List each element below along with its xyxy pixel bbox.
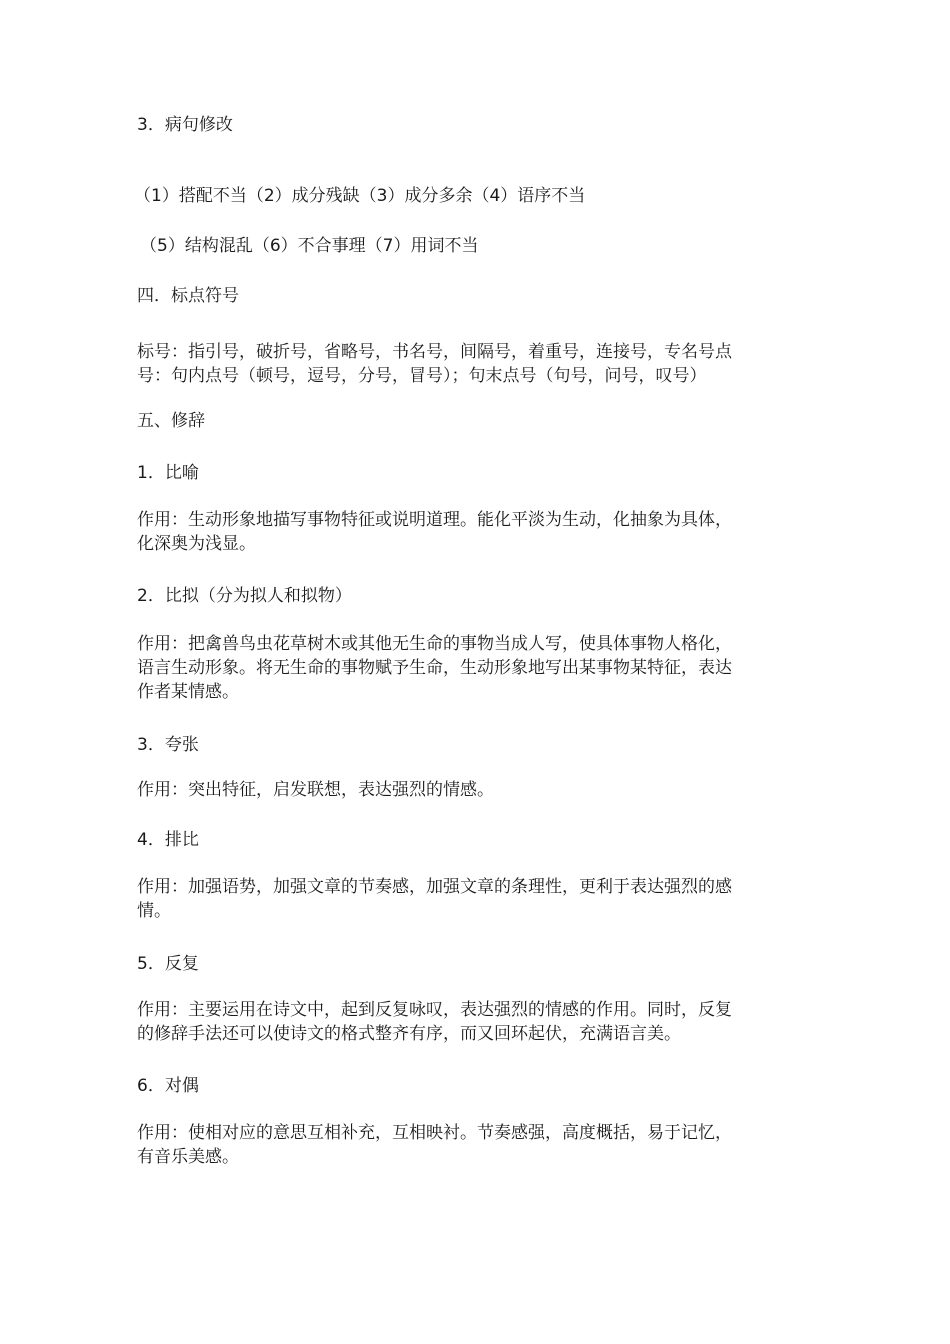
punctuation-body-line-1: 标号：指引号，破折号，省略号，书名号，间隔号，着重号，连接号，专名号点 bbox=[137, 342, 732, 362]
rhetoric-body-antithesis bbox=[137, 1121, 817, 1169]
section-heading-rhetoric: 五、修辞 bbox=[137, 411, 205, 431]
rhetoric-body-repetition-line-2: 的修辞手法还可以使诗文的格式整齐有序，而又回环起伏，充满语言美。 bbox=[137, 1024, 681, 1044]
rhetoric-body-parallelism-line-1: 作用：加强语势，加强文章的节奏感，加强文章的条理性，更利于表达强烈的感 bbox=[137, 877, 732, 897]
punctuation-body-line-2: 号：句内点号（顿号，逗号，分号，冒号）；句末点号（句号，问号，叹号） bbox=[137, 366, 707, 386]
rhetoric-body-antithesis-line-1: 作用：使相对应的意思互相补充，互相映衬。节奏感强，高度概括，易于记忆， bbox=[137, 1123, 732, 1143]
rhetoric-heading-parallelism: 4．排比 bbox=[137, 830, 199, 850]
error-types-list-line-2: （5）结构混乱（6）不合事理（7）用词不当 bbox=[140, 236, 479, 256]
rhetoric-body-hyperbole bbox=[137, 778, 817, 802]
rhetoric-body-repetition bbox=[137, 998, 817, 1046]
rhetoric-body-metaphor-line-2: 化深奥为浅显。 bbox=[137, 534, 256, 554]
rhetoric-heading-hyperbole: 3．夸张 bbox=[137, 735, 199, 755]
error-types-list-line-1: （1）搭配不当（2）成分残缺（3）成分多余（4）语序不当 bbox=[134, 186, 586, 206]
rhetoric-body-personification-line-2: 语言生动形象。将无生命的事物赋予生命，生动形象地写出某事物某特征，表达 bbox=[137, 658, 732, 678]
rhetoric-heading-antithesis: 6．对偶 bbox=[137, 1076, 199, 1096]
rhetoric-body-antithesis-line-2: 有音乐美感。 bbox=[137, 1147, 239, 1167]
rhetoric-body-parallelism-line-2: 情。 bbox=[137, 901, 171, 921]
rhetoric-body-metaphor bbox=[137, 508, 817, 556]
rhetoric-heading-personification: 2．比拟（分为拟人和拟物） bbox=[137, 586, 352, 606]
rhetoric-body-personification-line-1: 作用：把禽兽鸟虫花草树木或其他无生命的事物当成人写，使具体事物人格化， bbox=[137, 634, 732, 654]
rhetoric-body-repetition-line-1: 作用：主要运用在诗文中，起到反复咏叹，表达强烈的情感的作用。同时，反复 bbox=[137, 1000, 732, 1020]
rhetoric-body-personification bbox=[137, 632, 817, 704]
rhetoric-body-hyperbole-line-1: 作用：突出特征，启发联想，表达强烈的情感。 bbox=[137, 780, 494, 800]
section-heading-sentence-correction: 3．病句修改 bbox=[137, 115, 233, 135]
rhetoric-heading-repetition: 5．反复 bbox=[137, 954, 199, 974]
rhetoric-heading-metaphor: 1．比喻 bbox=[137, 463, 199, 483]
section-heading-punctuation: 四．标点符号 bbox=[137, 286, 239, 306]
punctuation-body bbox=[137, 340, 817, 388]
rhetoric-body-metaphor-line-1: 作用：生动形象地描写事物特征或说明道理。能化平淡为生动，化抽象为具体， bbox=[137, 510, 732, 530]
rhetoric-body-parallelism bbox=[137, 875, 817, 923]
rhetoric-body-personification-line-3: 作者某情感。 bbox=[137, 682, 239, 702]
